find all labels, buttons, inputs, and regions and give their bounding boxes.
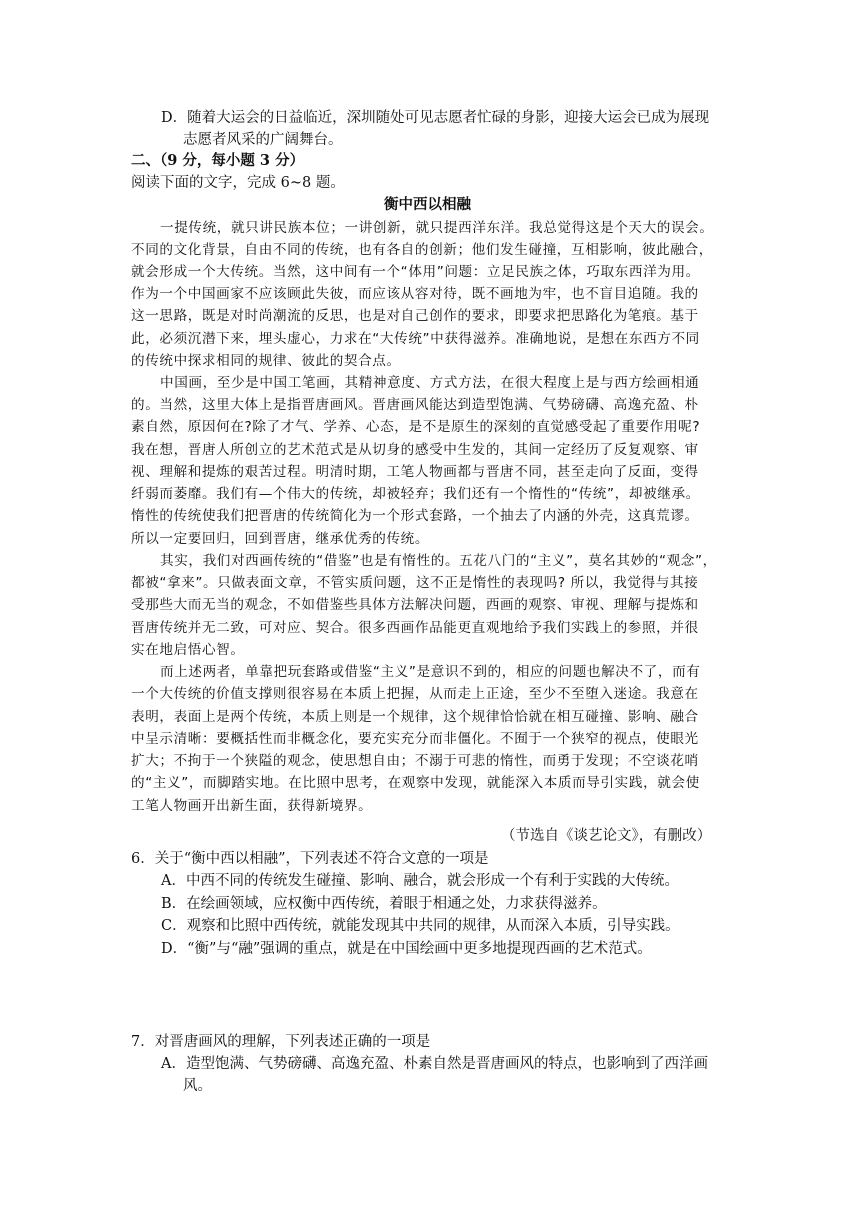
question-6-option-a: A．中西不同的传统发生碰撞、影响、融合，就会形成一个有利于实践的大传统。 <box>161 873 679 889</box>
article-line: 中国画，至少是中国工笔画，其精神意度、方式方法，在很大程度上是与西方绘画相通 <box>160 375 700 391</box>
article-line: 一个大传统的价值支撑则很容易在本质上把握，从而走上正途，至少不至堕入迷途。我意在 <box>131 686 699 702</box>
reading-instruction: 阅读下面的文字，完成 6~8 题。 <box>131 175 345 191</box>
article-line: 所以一定要回归，回到晋唐，继承优秀的传统。 <box>131 531 430 547</box>
article-line: 惰性的传统使我们把晋唐的传统简化为一个形式套路，一个抽去了内涵的外壳，这真荒谬。 <box>131 508 699 524</box>
article-line: 而上述两者，单靠把玩套路或借鉴“主义”是意识不到的，相应的问题也解决不了，而有 <box>160 664 701 680</box>
article-line: 此，必须沉潜下来，埋头虚心，力求在“大传统”中获得滋养。准确地说，是想在东西方不同 <box>131 331 700 347</box>
article-line: 纤弱而萎靡。我们有—个伟大的传统，却被轻弃；我们还有一个惰性的“传统”，却被继承。 <box>131 486 700 502</box>
article-line: 晋唐传统并无二致，可对应、契合。很多西画作品能更直观地给予我们实践上的参照，并很 <box>131 620 699 636</box>
article-line: 这一思路，既是对时尚潮流的反思，也是对自己创作的要求，即要求把思路化为笔痕。基于 <box>131 308 699 324</box>
article-line: 的“主义”，而脚踏实地。在比照中思考，在观察中发现，就能深入本质而导引实践，就会使 <box>131 775 700 791</box>
article-line: 一提传统，就只讲民族本位；一讲创新，就只提西洋东洋。我总觉得这是个天大的误会。 <box>160 220 714 236</box>
article-line: 实在地启悟心智。 <box>131 642 245 658</box>
article-line: 的。当然，这里大体上是指晋唐画风。晋唐画风能达到造型饱满、气势磅礴、高逸充盈、朴 <box>131 397 699 413</box>
article-line: 都被“拿来”。只做表面文章，不管实质问题，这不正是惰性的表现吗? 所以，我觉得与其接 <box>131 575 699 591</box>
option-d-line-2: 志愿者风采的广阔舞台。 <box>183 132 343 148</box>
section-heading: 二、（9 分，每小题 3 分） <box>131 152 305 169</box>
article-line: 其实，我们对西画传统的“借鉴”也是有惰性的。五花八门的“主义”，莫名其妙的“观念”， <box>160 553 717 569</box>
article-line: 视、理解和提炼的艰苦过程。明清时期，工笔人物画都与晋唐不同，甚至走向了反面，变得 <box>131 464 699 480</box>
question-6-option-b: B．在绘画领域，应权衡中西传统，着眼于相通之处，力求获得滋养。 <box>161 896 607 912</box>
article-line: 我在想，晋唐人所创立的艺术范式是从切身的感受中生发的，其间一定经历了反复观察、审 <box>131 442 699 458</box>
article-line: 的传统中探求相同的规律、彼此的契合点。 <box>131 353 401 369</box>
article-line: 就会形成一个大传统。当然，这中间有一个“体用”问题：立足民族之体，巧取东西洋为用。 <box>131 264 700 280</box>
article-line: 工笔人物画开出新生面，获得新境界。 <box>131 798 373 814</box>
article-line: 中呈示清晰：要概括性而非概念化，要充实充分而非僵化。不囿于一个狭窄的视点，使眼光 <box>131 731 699 747</box>
article-line: 素自然，原因何在?除了才气、学养、心态，是不是原生的深刻的直觉感受起了重要作用呢? <box>131 419 701 435</box>
question-6-option-d: D．“衡”与“融”强调的重点，就是在中国绘画中更多地提现西画的艺术范式。 <box>161 941 652 957</box>
article-line: 表明，表面上是两个传统，本质上则是一个规律，这个规律恰恰就在相互碰撞、影响、融合 <box>131 709 699 725</box>
article-line: 不同的文化背景，自由不同的传统，也有各自的创新；他们发生碰撞，互相影响，彼此融合， <box>131 242 713 258</box>
question-7-option-a-line-2: 风。 <box>183 1078 212 1094</box>
option-d-line-1: D．随着大运会的日益临近，深圳随处可见志愿者忙碌的身影，迎接大运会已成为展现 <box>161 110 710 126</box>
question-7-option-a-line-1: A．造型饱满、气势磅礴、高逸充盈、朴素自然是晋唐画风的特点，也影响到了西洋画 <box>161 1056 708 1072</box>
question-6-option-c: C．观察和比照中西传统，就能发现其中共同的规律，从而深入本质，引导实践。 <box>161 918 680 934</box>
question-6-stem: 6．关于“衡中西以相融”，下列表述不符合文意的一项是 <box>131 851 489 867</box>
article-line: 扩大；不拘于一个狭隘的观念，使思想自由；不溺于可悲的惰性，而勇于发现；不空谈花哨 <box>131 753 699 769</box>
question-7-stem: 7．对晋唐画风的理解，下列表述正确的一项是 <box>131 1034 431 1050</box>
article-line: 作为一个中国画家不应该顾此失彼，而应该从容对待，既不画地为牢，也不盲目追随。我的 <box>131 286 699 302</box>
source-note: （节选自《谈艺论文》，有删改） <box>501 828 712 844</box>
article-line: 受那些大而无当的观念，不如借鉴些具体方法解决问题，西画的观察、审视、理解与提炼和 <box>131 597 699 613</box>
article-title: 衡中西以相融 <box>384 196 471 213</box>
